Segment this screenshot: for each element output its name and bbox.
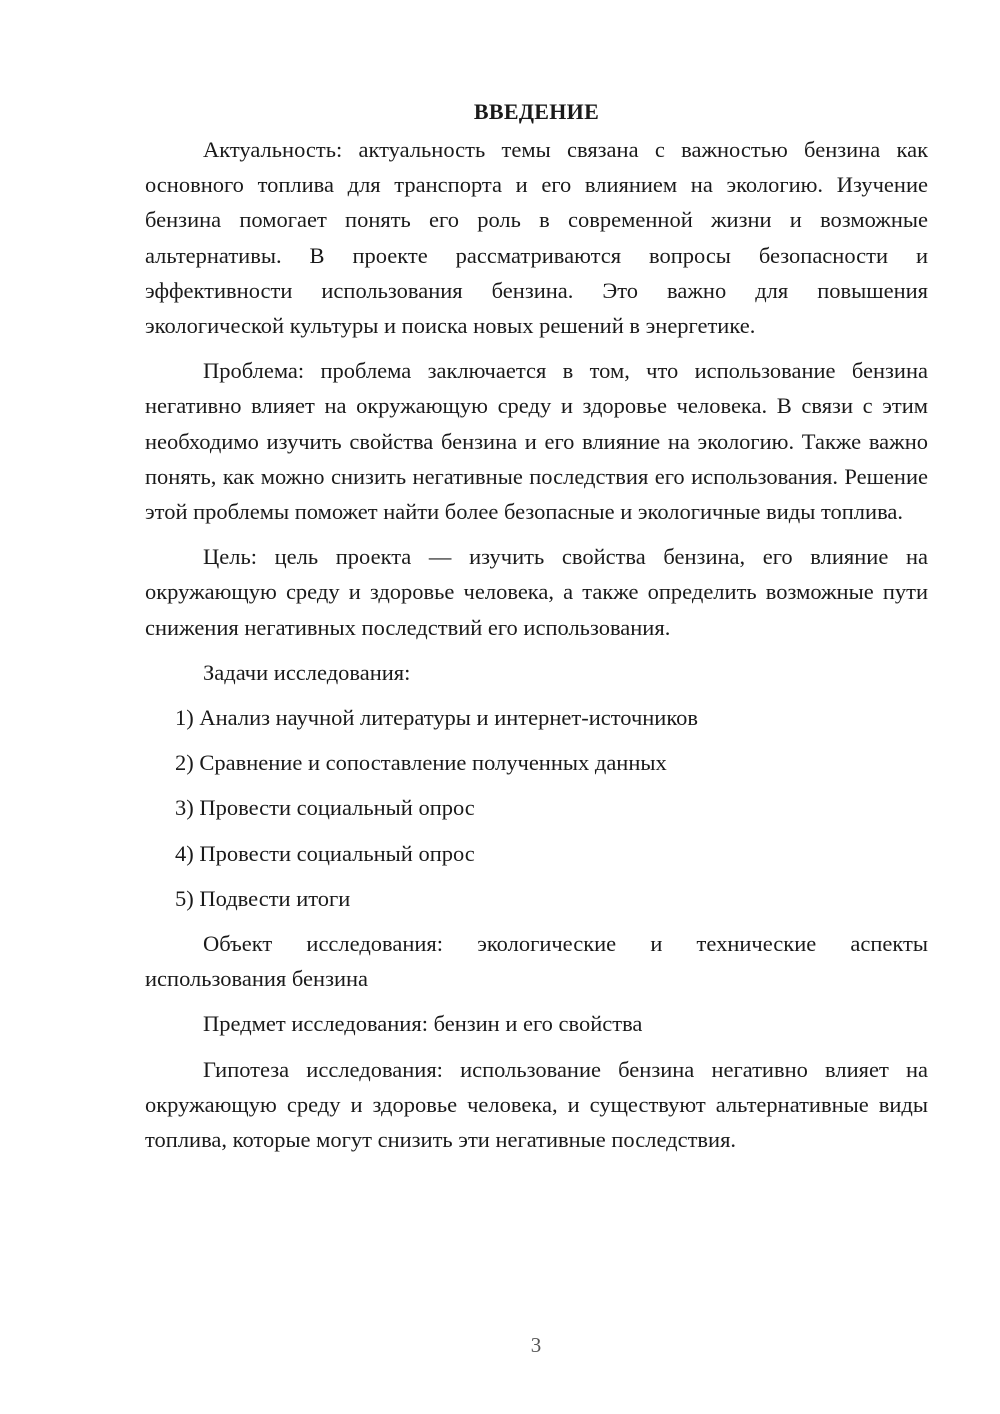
hypothesis-paragraph: Гипотеза исследования: использование бензина негативно влияет на окружающую среду и здоровье человека, и существуют альтернативные виды топлива, которые могут снизить эти негативные последствия. [145,1056,928,1153]
problem-paragraph: Проблема: проблема заключается в том, что использование бензина негативно влияет на окружающую среду и здоровье человека. В связи с этим необходимо изучить свойства бензина и его влияние на экологию. Также важно понять, как можно снизить негативные последствия его использования. Решение этой проблемы поможет найти более безопасные и экологичные виды топлива. [145,358,928,525]
section-title: ВВЕДЕНИЕ [473,99,600,124]
relevance-paragraph: Актуальность: актуальность темы связана с важностью бензина как основного топлива для транспорта и его влиянием на экологию. Изучение бензина помогает понять его роль в современной жизни и возможные альтернативы. В проекте рассматриваются вопросы безопасности и эффективности использования бензина. Это важно для повышения экологической культуры и поиска новых решений в энергетике. [145,137,928,339]
tasks-list [145,700,928,916]
task-item: 3) Провести социальный опрос [175,795,475,821]
task-item: 1) Анализ научной литературы и интернет-источников [175,705,699,731]
subject-paragraph: Предмет исследования: бензин и его свойства [203,1011,643,1037]
task-item: 2) Сравнение и сопоставление полученных данных [175,750,667,776]
task-item: 5) Подвести итоги [175,885,351,911]
document-page [145,92,928,1167]
tasks-heading: Задачи исследования: [203,659,411,685]
object-paragraph: Объект исследования: экологические и технические аспекты использования бензина [145,931,928,992]
goal-paragraph: Цель: цель проекта — изучить свойства бензина, его влияние на окружающую среду и здоровье человека, а также определить возможные пути снижения негативных последствий его использования. [145,544,928,640]
page-number: 3 [530,1333,542,1357]
task-item: 4) Провести социальный опрос [175,840,475,866]
